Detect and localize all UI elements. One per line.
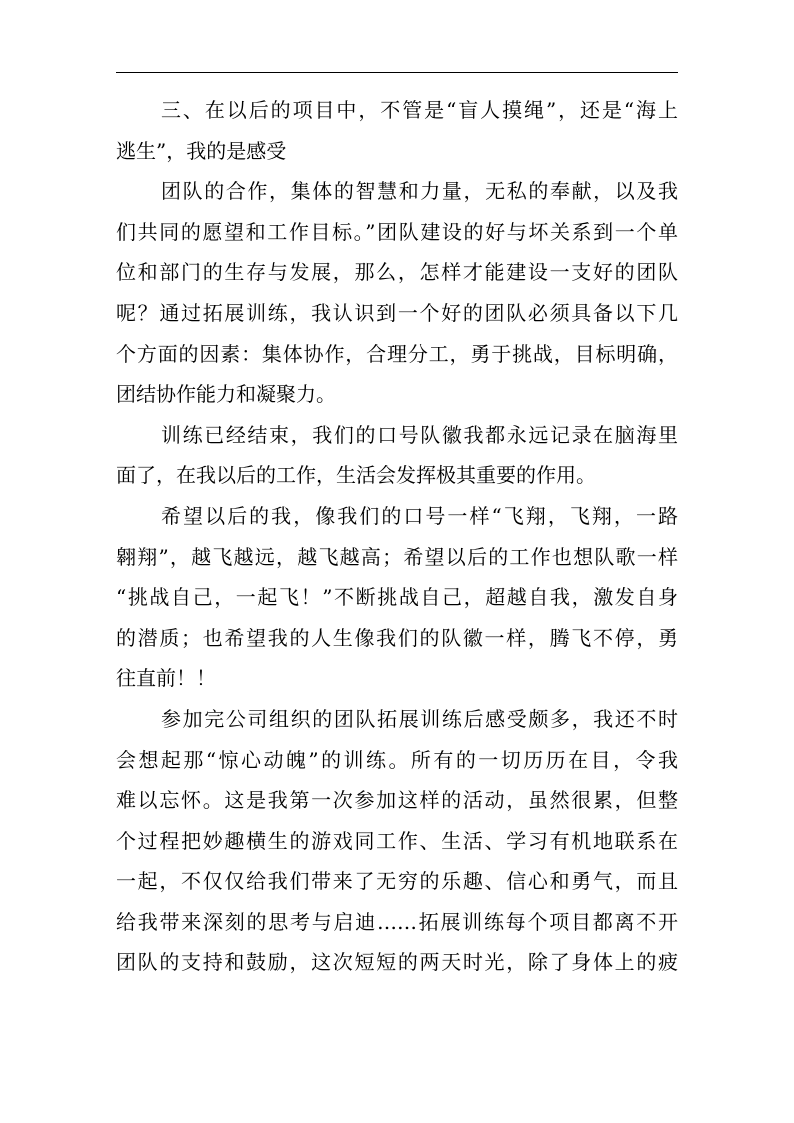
text-line: 参加完公司组织的团队拓展训练后感受颇多，我还不时 [161, 706, 678, 731]
text-line: 往直前！！ [116, 666, 216, 691]
text-line: 团结协作能力和凝聚力。 [116, 382, 336, 407]
text-line: 团队的支持和鼓励，这次短短的两天时光，除了身体上的疲 [116, 950, 678, 975]
text-line: 团队的合作，集体的智慧和力量，无私的奉献，以及我 [161, 179, 678, 204]
text-line: 的潜质；也希望我的人生像我们的队徽一样，腾飞不停，勇 [116, 625, 678, 650]
text-line: 一起，不仅仅给我们带来了无穷的乐趣、信心和勇气，而且 [116, 869, 678, 894]
text-line: 会想起那“惊心动魄”的训练。所有的一切历历在目，令我 [116, 747, 678, 772]
header-rule [116, 72, 678, 73]
text-line: 个过程把妙趣横生的游戏同工作、生活、学习有机地联系在 [116, 828, 678, 853]
text-line: 翱翔”，越飞越远，越飞越高；希望以后的工作也想队歌一样 [116, 544, 678, 569]
text-line: 逃生”，我的是感受 [116, 138, 287, 163]
body-text [116, 90, 678, 983]
text-line: “挑战自己，一起飞！”不断挑战自己，超越自我，激发自身 [116, 585, 678, 610]
text-line: 三、在以后的项目中，不管是“盲人摸绳”，还是“海上 [161, 98, 678, 122]
text-line: 希望以后的我，像我们的口号一样“飞翔，飞翔，一路 [161, 503, 678, 528]
text-line: 呢？通过拓展训练，我认识到一个好的团队必须具备以下几 [116, 300, 678, 325]
text-line: 给我带来深刻的思考与启迪……拓展训练每个项目都离不开 [116, 909, 678, 934]
text-line: 个方面的因素：集体协作，合理分工，勇于挑战，目标明确， [116, 341, 678, 366]
text-line: 们共同的愿望和工作目标。”团队建设的好与坏关系到一个单 [116, 219, 678, 244]
text-line: 面了，在我以后的工作，生活会发挥极其重要的作用。 [116, 463, 596, 488]
text-line: 难以忘怀。这是我第一次参加这样的活动，虽然很累，但整 [116, 788, 678, 813]
text-line: 训练已经结束，我们的口号队徽我都永远记录在脑海里 [161, 422, 678, 447]
text-line: 位和部门的生存与发展，那么，怎样才能建设一支好的团队 [116, 260, 678, 285]
